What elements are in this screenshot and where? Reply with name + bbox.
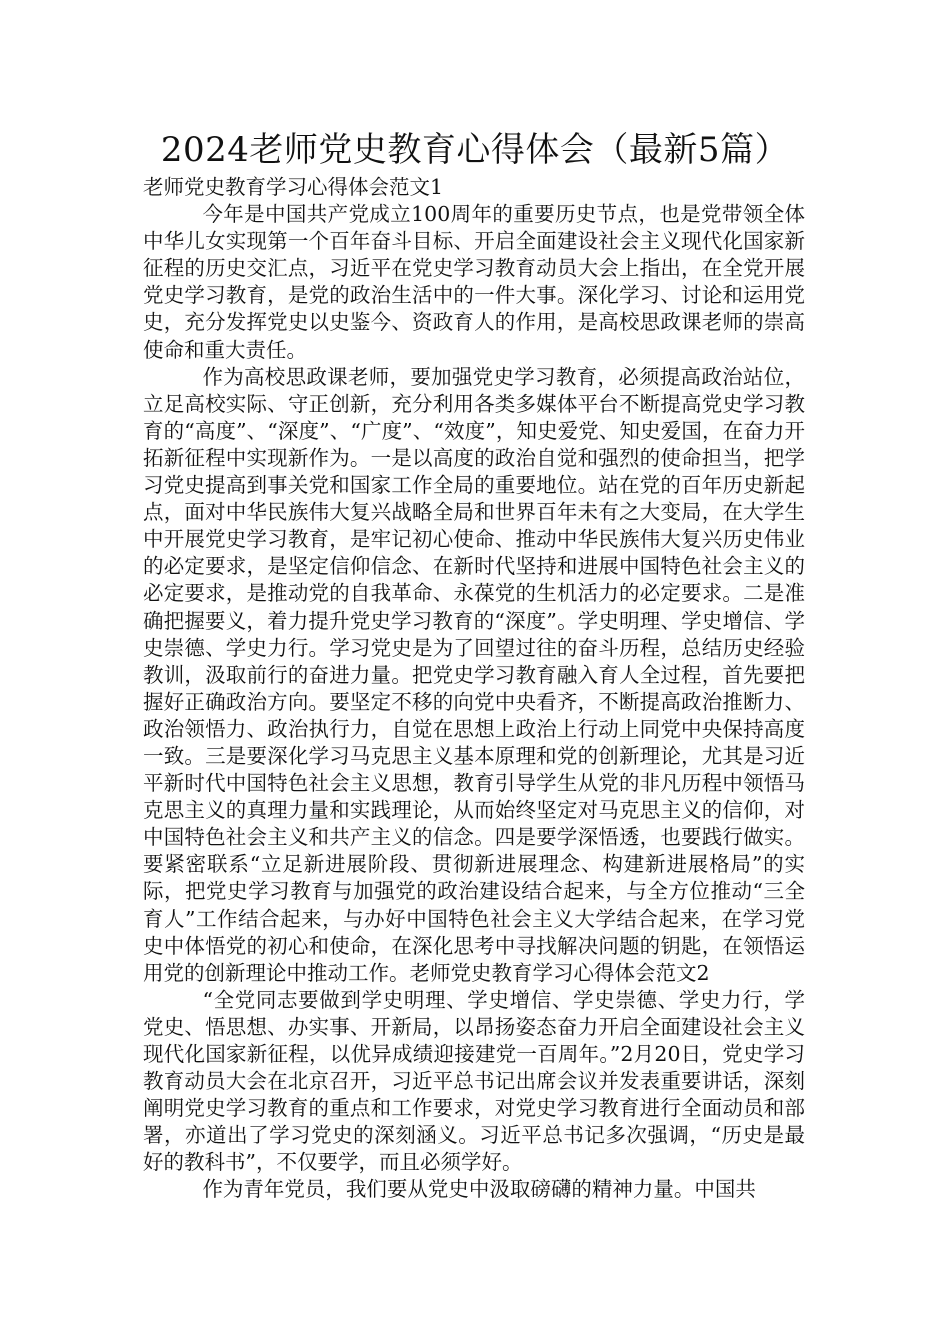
body-paragraph: 作为高校思政课老师，要加强党史学习教育，必须提高政治站位，立足高校实际、守正创新，充分利用各类多媒体平台不断提高党史学习教育的“高度”、“深度”、“广度”、“效度”，知史爱党、知史爱国，在奋力开拓新征程中实现新作为。一是以高度的政治自觉和强烈的使命担当，把学习党史提高到事关党和国家工作全局的重要地位。站在党的百年历史新起点，面对中华民族伟大复兴战略全局和世界百年未有之大变局，在大学生中开展党史学习教育，是牢记初心使命、推动中华民族伟大复兴历史伟业的必定要求，是坚定信仰信念、在新时代坚持和进展中国特色社会主义的必定要求，是推动党的自我革命、永葆党的生机活力的必定要求。二是准确把握要义，着力提升党史学习教育的“深度”。学史明理、学史增信、学史崇德、学史力行。学习党史是为了回望过往的奋斗历程，总结历史经验教训，汲取前行的奋进力量。把党史学习教育融入育人全过程，首先要把握好正确政治方向。要坚定不移的向党中央看齐，不断提高政治推断力、政治领悟力、政治执行力，自觉在思想上政治上行动上同党中央保持高度一致。三是要深化学习马克思主义基本原理和党的创新理论，尤其是习近平新时代中国特色社会主义思想，教育引导学生从党的非凡历程中领悟马克思主义的真理力量和实践理论，从而始终坚定对马克思主义的信仰，对中国特色社会主义和共产主义的信念。四是要学深悟透，也要践行做实。要紧密联系“立足新进展阶段、贯彻新进展理念、构建新进展格局”的实际，把党史学习教育与加强党的政治建设结合起来，与全方位推动“三全育人”工作结合起来，与办好中国特色社会主义大学结合起来，在学习党史中体悟党的初心和使命，在深化思考中寻找解决问题的钥匙，在领悟运用党的创新理论中推动工作。老师党史教育学习心得体会范文2 <box>143 364 805 985</box>
body-paragraph: 作为青年党员，我们要从党史中汲取磅礴的精神力量。中国共 <box>202 1177 756 1202</box>
body-paragraph: 今年是中国共产党成立100周年的重要历史节点，也是党带领全体中华儿女实现第一个百年奋斗目标、开启全面建设社会主义现代化国家新征程的历史交汇点，习近平在党史学习教育动员大会上指出，在全党开展党史学习教育，是党的政治生活中的一件大事。深化学习、讨论和运用党史，充分发挥党史以史鉴今、资政育人的作用，是高校思政课老师的崇高使命和重大责任。 <box>143 202 805 362</box>
document-title: 2024老师党史教育心得体会（最新5篇） <box>160 130 790 170</box>
document-body <box>143 174 805 1204</box>
section-heading: 老师党史教育学习心得体会范文1 <box>143 175 444 199</box>
body-paragraph: “全党同志要做到学史明理、学史增信、学史崇德、学史力行，学党史、悟思想、办实事、开新局，以昂扬姿态奋力开启全面建设社会主义现代化国家新征程，以优异成绩迎接建党一百周年。”2月20日，党史学习教育动员大会在北京召开，习近平总书记出席会议并发表重要讲话，深刻阐明党史学习教育的重点和工作要求，对党史学习教育进行全面动员和部署，亦道出了学习党史的深刻涵义。习近平总书记多次强调，“历史是最好的教科书”，不仅要学，而且必须学好。 <box>143 987 805 1175</box>
